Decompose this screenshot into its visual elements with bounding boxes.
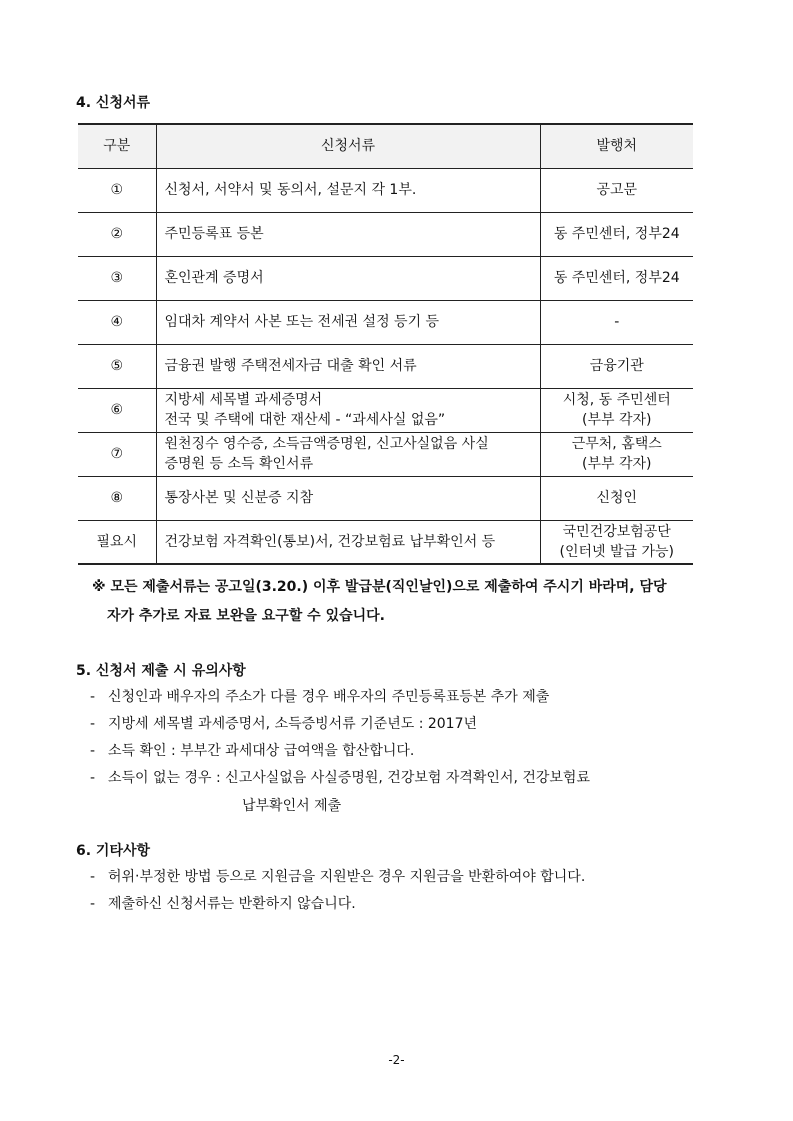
row-category: ④ xyxy=(78,300,156,344)
list-item-text: 제출하신 신청서류는 반환하지 않습니다. xyxy=(108,896,356,912)
row-category: ① xyxy=(78,168,156,212)
list-item xyxy=(90,867,585,887)
list-item-text: 지방세 세목별 과세증명서, 소득증빙서류 기준년도 : 2017년 xyxy=(108,716,478,732)
row-documents xyxy=(156,344,540,388)
header-category: 구분 xyxy=(78,124,156,168)
row-category: ⑧ xyxy=(78,476,156,520)
table-row xyxy=(78,212,693,256)
table-header-row xyxy=(78,124,693,168)
list-item xyxy=(90,894,356,914)
row-issuer xyxy=(540,300,693,344)
table-row xyxy=(78,520,693,564)
row-issuer xyxy=(540,344,693,388)
list-item xyxy=(90,741,414,761)
row-issuer xyxy=(540,520,693,564)
row-documents xyxy=(156,432,540,476)
row-issuer xyxy=(540,476,693,520)
section-4-title: 4. 신청서류 xyxy=(76,95,151,111)
document-line: 임대차 계약서 사본 또는 전세권 설정 등기 등 xyxy=(164,314,440,330)
issuer-line: 동 주민센터, 정부24 xyxy=(553,226,680,242)
issuer-line: (부부 각자) xyxy=(582,412,652,428)
row-category: ⑥ xyxy=(78,388,156,432)
row-issuer xyxy=(540,168,693,212)
row-category: 필요시 xyxy=(78,520,156,564)
bullet-dash: - xyxy=(90,743,96,759)
table-row xyxy=(78,432,693,476)
table-row xyxy=(78,476,693,520)
row-category: ② xyxy=(78,212,156,256)
list-item xyxy=(90,687,549,707)
list-item xyxy=(90,768,590,788)
list-item-continuation: 납부확인서 제출 xyxy=(242,798,342,814)
issuer-line: 공고문 xyxy=(596,182,638,198)
page-number: -2- xyxy=(388,1053,405,1067)
note-line-2: 자가 추가로 자료 보완을 요구할 수 있습니다. xyxy=(107,608,385,624)
table-row xyxy=(78,168,693,212)
document-line: 금융권 발행 주택전세자금 대출 확인 서류 xyxy=(164,358,417,374)
row-issuer xyxy=(540,212,693,256)
document-line: 원천징수 영수증, 소득금액증명원, 신고사실없음 사실 xyxy=(164,436,489,452)
section-5-title: 5. 신청서 제출 시 유의사항 xyxy=(76,663,246,679)
document-line: 혼인관계 증명서 xyxy=(164,270,264,286)
issuer-line: (부부 각자) xyxy=(582,456,652,472)
issuer-line: 금융기관 xyxy=(589,358,644,374)
header-issuer: 발행처 xyxy=(540,124,693,168)
document-line: 증명원 등 소득 확인서류 xyxy=(164,456,314,472)
table-row xyxy=(78,256,693,300)
document-line: 지방세 세목별 과세증명서 xyxy=(164,392,323,408)
list-item-text: 신청인과 배우자의 주소가 다를 경우 배우자의 주민등록표등본 추가 제출 xyxy=(108,689,550,705)
header-documents: 신청서류 xyxy=(156,124,540,168)
issuer-line: - xyxy=(614,314,620,330)
bullet-dash: - xyxy=(90,770,96,786)
issuer-line: (인터넷 발급 가능) xyxy=(559,543,674,560)
row-documents xyxy=(156,168,540,212)
row-documents xyxy=(156,212,540,256)
row-issuer xyxy=(540,256,693,300)
submission-note xyxy=(92,573,712,631)
document-line: 통장사본 및 신분증 지참 xyxy=(164,490,314,506)
bullet-dash: - xyxy=(90,689,96,705)
row-documents xyxy=(156,256,540,300)
row-category: ⑤ xyxy=(78,344,156,388)
row-category: ③ xyxy=(78,256,156,300)
table-row xyxy=(78,344,693,388)
row-issuer xyxy=(540,388,693,432)
list-item-text: 허위‧부정한 방법 등으로 지원금을 지원받은 경우 지원금을 반환하여야 합니다. xyxy=(108,869,586,885)
document-line: 주민등록표 등본 xyxy=(164,226,264,242)
section-6-title: 6. 기타사항 xyxy=(76,843,151,859)
documents-table xyxy=(78,123,693,565)
issuer-line: 국민건강보험공단 xyxy=(562,523,671,540)
bullet-dash: - xyxy=(90,896,96,912)
issuer-line: 시청, 동 주민센터 xyxy=(562,392,671,408)
row-documents xyxy=(156,520,540,564)
note-line-1: ※ 모든 제출서류는 공고일(3.20.) 이후 발급분(직인날인)으로 제출하여 주시기 바라며, 담당 xyxy=(92,579,667,595)
list-item-text: 소득 확인 : 부부간 과세대상 급여액을 합산합니다. xyxy=(108,743,415,759)
list-item xyxy=(90,714,477,734)
document-line: 신청서, 서약서 및 동의서, 설문지 각 1부. xyxy=(164,182,417,198)
row-category: ⑦ xyxy=(78,432,156,476)
issuer-line: 신청인 xyxy=(596,490,638,506)
row-documents xyxy=(156,476,540,520)
table-row xyxy=(78,388,693,432)
issuer-line: 동 주민센터, 정부24 xyxy=(553,270,680,286)
issuer-line: 근무처, 홈택스 xyxy=(571,436,662,452)
row-issuer xyxy=(540,432,693,476)
document-line: 전국 및 주택에 대한 재산세 - “과세사실 없음” xyxy=(164,412,446,428)
document-line: 건강보험 자격확인(통보)서, 건강보험료 납부확인서 등 xyxy=(164,533,496,550)
row-documents xyxy=(156,388,540,432)
bullet-dash: - xyxy=(90,716,96,732)
list-item-text: 소득이 없는 경우 : 신고사실없음 사실증명원, 건강보험 자격확인서, 건강보험료 xyxy=(108,770,590,786)
table-row xyxy=(78,300,693,344)
bullet-dash: - xyxy=(90,869,96,885)
row-documents xyxy=(156,300,540,344)
